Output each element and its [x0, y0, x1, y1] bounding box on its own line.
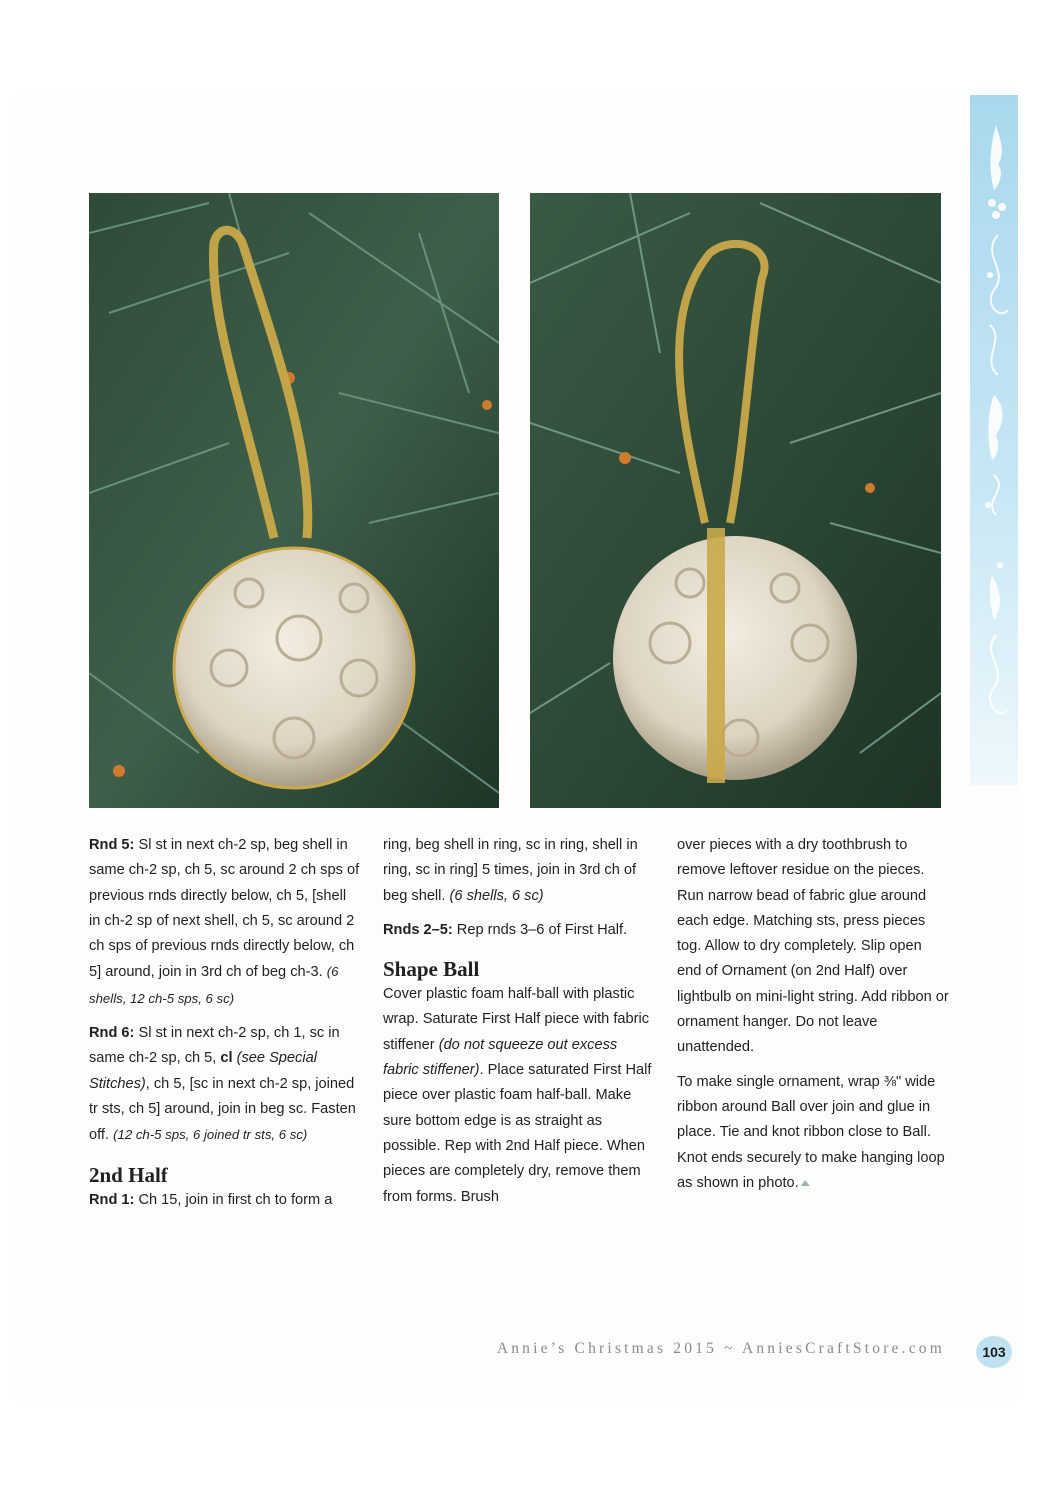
rnd1-cont-count: (6 shells, 6 sc) [449, 887, 544, 904]
single-ornament-text: To make single ornament, wrap ⅜" wide ribbon around Ball over join and glue in place. Tie and knot ribbon close to Ball. Knot ends securely to make hanging loop as shown in photo. [677, 1073, 945, 1191]
shape-text-a: Cover plastic foam half-ball with plastic wrap. Saturate First Half piece with fabric stiffener [383, 986, 650, 1053]
text-column-3 [677, 833, 949, 1205]
rnds25-paragraph [383, 918, 655, 943]
shape-text-b: . Place saturated First Half piece over plastic foam half-ball. Make sure bottom edge is as straight as possible. Rep with 2nd Half piece. When pieces are completely dry, remove them from forms. Brush [383, 1062, 652, 1205]
rnds25-text: Rep rnds 3–6 of First Half. [452, 921, 628, 938]
rnd5-paragraph [89, 833, 361, 1012]
single-ornament-paragraph [677, 1070, 949, 1196]
shape-ball-paragraph [383, 982, 655, 1210]
photo-ornament-loop [89, 193, 499, 808]
text-column-1 [89, 833, 361, 1222]
holly-flourish-icon [970, 95, 1018, 785]
rnd1-continued [383, 833, 655, 909]
page-number: 103 [976, 1336, 1012, 1368]
rnd1-paragraph [89, 1188, 361, 1213]
rnd5-label: Rnd 5: [89, 837, 135, 853]
rnd6-count: (12 ch-5 sps, 6 joined tr sts, 6 sc) [113, 1127, 308, 1143]
rnd6-text-b: , ch 5, [sc in next ch-2 sp, joined tr sts, ch 5] around, join in beg sc. Fasten off. [89, 1075, 356, 1144]
rnd6-text-a: Sl st in next ch-2 sp, ch 1, sc in same ch-2 sp, ch 5, [89, 1025, 340, 1067]
rnd6-cl: cl [220, 1050, 233, 1067]
rnd5-count: (6 shells, 12 ch-5 sps, 6 sc) [89, 964, 339, 1006]
holly-end-mark-icon [799, 1178, 812, 1188]
rnd5-text: Sl st in next ch-2 sp, beg shell in same ch-2 sp, ch 5, sc around 2 ch sps of previous rnds directly below, ch 5, [shell in ch-2 sp of next shell, ch 5, sc around 2 ch sps of previous rnds directly below, ch 5] around, join in 3rd ch of beg ch-3. [89, 837, 360, 981]
rnd1-label: Rnd 1: [89, 1191, 135, 1208]
heading-shape-ball: Shape Ball [383, 957, 480, 982]
rnd6-see: (see Special Stitches) [89, 1050, 317, 1092]
decorative-side-band [970, 95, 1018, 785]
text-column-2 [383, 833, 655, 1219]
footer-credit: Annie’s Christmas 2015 ~ AnniesCraftStore.com [496, 1340, 945, 1357]
rnd6-label: Rnd 6: [89, 1025, 135, 1042]
rnd1-cont-text: ring, beg shell in ring, sc in ring, shell in ring, sc in ring] 5 times, join in 3rd ch of beg shell. [383, 837, 638, 904]
shape-italic: (do not squeeze out excess fabric stiffener) [383, 1036, 618, 1079]
finishing-paragraph: over pieces with a dry toothbrush to remove leftover residue on the pieces. Run narrow bead of fabric glue around each edge. Matching sts, press pieces tog. Allow to dry completely. Slip open end of Ornament (on 2nd Half) over lightbulb on mini-light string. Add ribbon or ornament hanger. Do not leave unattended. [677, 837, 949, 1056]
heading-2nd-half: 2nd Half [89, 1162, 168, 1187]
rnd6-paragraph [89, 1021, 361, 1148]
rnd1-text: Ch 15, join in first ch to form a [134, 1191, 333, 1208]
rnds25-label: Rnds 2–5: [383, 921, 453, 938]
photo-ornament-ribbon [530, 193, 941, 808]
